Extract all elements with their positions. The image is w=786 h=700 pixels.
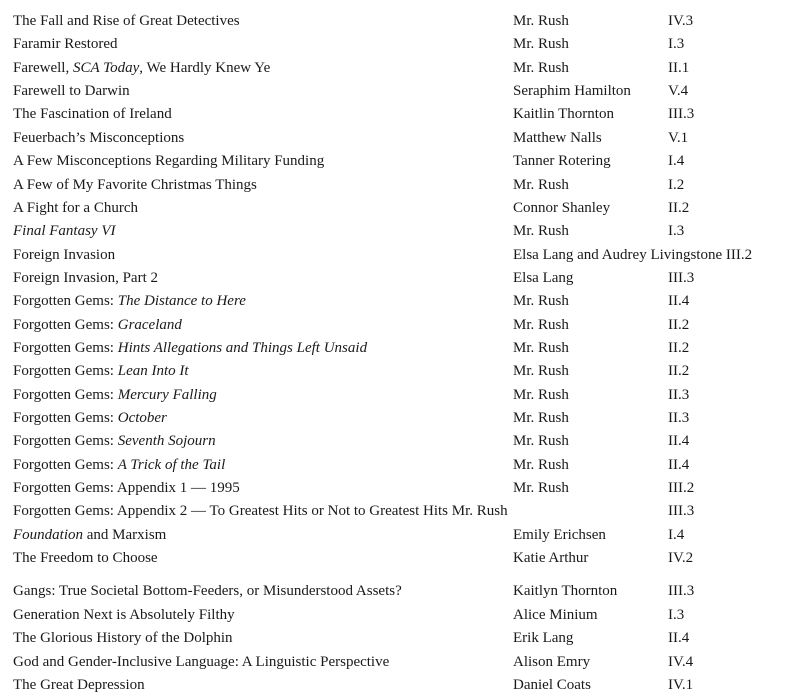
- entry-title-text: Forgotten Gems:: [13, 456, 118, 473]
- entry-title-text: Forgotten Gems:: [13, 339, 118, 356]
- entry-title-italic: Lean Into It: [117, 363, 189, 380]
- entry-issue: II.2: [668, 316, 690, 333]
- entry-title: [13, 197, 138, 219]
- entry-author: Mr. Rush: [513, 293, 569, 310]
- entry-issue: I.3: [668, 223, 685, 240]
- entry-issue: IV.3: [668, 13, 694, 29]
- entry-title-italic: Seventh Sojourn: [117, 433, 216, 450]
- entry-title-italic: Graceland: [117, 316, 182, 333]
- entry-title-text: Foreign Invasion: [13, 246, 116, 263]
- entry-title: [13, 547, 158, 569]
- index-row: [0, 407, 786, 429]
- entry-title-text: Forgotten Gems:: [13, 363, 118, 380]
- entry-title: [13, 220, 115, 242]
- entry-author: Mr. Rush: [513, 456, 569, 473]
- index-row: [0, 500, 786, 522]
- entry-title-text: A Fight for a Church: [13, 199, 138, 216]
- entry-author: Daniel Coats: [513, 676, 591, 693]
- entry-title: [13, 33, 118, 55]
- entry-issue: I.4: [668, 526, 685, 543]
- entry-title: [13, 384, 217, 406]
- entry-author: Elsa Lang: [513, 269, 574, 286]
- index-row: [0, 337, 786, 359]
- entry-title: [13, 127, 184, 149]
- index-row: [0, 57, 786, 79]
- index-row: [0, 674, 786, 696]
- entry-author: Mr. Rush: [513, 59, 569, 76]
- index-row: [0, 33, 786, 55]
- entry-author: Katie Arthur: [513, 550, 589, 567]
- entry-author: Mr. Rush: [513, 386, 569, 403]
- index-row: [0, 604, 786, 626]
- entry-title: [13, 651, 389, 673]
- entry-title: [13, 314, 182, 336]
- entry-title-text: Forgotten Gems: Appendix 1 — 1995: [13, 480, 240, 496]
- entry-title: [13, 477, 240, 499]
- index-row: [0, 477, 786, 499]
- entry-issue: II.4: [668, 630, 690, 647]
- index-row: [0, 267, 786, 289]
- entry-title-italic: Mercury Falling: [117, 386, 217, 403]
- entry-title: [13, 454, 225, 476]
- index-row: [0, 454, 786, 476]
- entry-title: [13, 407, 167, 429]
- entry-author: Mr. Rush: [513, 36, 569, 53]
- entry-author: Alice Minium: [513, 606, 598, 623]
- entry-author: Connor Shanley: [513, 199, 611, 216]
- entry-title-text: The Glorious History of the Dolphin: [13, 630, 233, 647]
- entry-issue: I.3: [668, 606, 685, 623]
- entry-issue: II.3: [668, 410, 690, 426]
- entry-title-text: A Few of My Favorite Christmas Things: [13, 176, 257, 193]
- entry-title-italic: Hints Allegations and Things Left Unsaid: [117, 339, 368, 356]
- entry-title-text: The Fascination of Ireland: [13, 106, 172, 123]
- entry-author: Mr. Rush: [513, 410, 569, 426]
- entry-issue: IV.4: [668, 653, 694, 670]
- index-row: [0, 150, 786, 172]
- entry-title: [13, 337, 367, 359]
- index-row: [0, 127, 786, 149]
- entry-title-text: Forgotten Gems:: [13, 410, 118, 426]
- entry-title-text: The Fall and Rise of Great Detectives: [13, 13, 240, 29]
- entry-title-italic: SCA Today: [72, 59, 140, 76]
- entry-title-text: Farewell to Darwin: [13, 83, 130, 100]
- index-row: [0, 430, 786, 452]
- entry-title: [13, 524, 166, 546]
- index-row: [0, 384, 786, 406]
- entry-issue: II.3: [668, 386, 690, 403]
- index-row: [0, 103, 786, 125]
- entry-author: Elsa Lang and Audrey Livingstone III.2: [513, 246, 753, 263]
- entry-title-text: Generation Next is Absolutely Filthy: [13, 606, 235, 623]
- index-row: [0, 197, 786, 219]
- entry-title: [13, 604, 235, 626]
- entry-title: [13, 244, 115, 266]
- entry-title-text: and Marxism: [83, 526, 167, 543]
- index-row: [0, 290, 786, 312]
- entry-author: Emily Erichsen: [513, 526, 606, 543]
- entry-title-text: The Freedom to Choose: [13, 550, 158, 567]
- index-row: [0, 651, 786, 673]
- entry-author: Seraphim Hamilton: [513, 83, 631, 100]
- entry-title-italic: A Trick of the Tail: [117, 456, 226, 473]
- entry-title: [13, 500, 508, 522]
- entry-author: Erik Lang: [513, 630, 574, 647]
- entry-title: [13, 57, 270, 79]
- entry-title: [13, 360, 189, 382]
- entry-title-text: Foreign Invasion, Part 2: [13, 269, 158, 286]
- entry-author: Kaitlyn Thornton: [513, 583, 618, 600]
- entry-author: Tanner Rotering: [513, 153, 611, 170]
- index-row: [0, 360, 786, 382]
- entry-title-text: Forgotten Gems:: [13, 433, 118, 450]
- entry-issue: III.3: [668, 269, 695, 286]
- entry-author: Mr. Rush: [513, 223, 569, 240]
- entry-issue: IV.2: [668, 550, 694, 567]
- entry-author: Kaitlin Thornton: [513, 106, 614, 123]
- entry-issue: V.4: [668, 83, 689, 100]
- entry-title: [13, 430, 216, 452]
- index-row: [0, 314, 786, 336]
- entry-title-text: Faramir Restored: [13, 36, 118, 53]
- entry-issue: I.3: [668, 36, 685, 53]
- entry-issue: II.2: [668, 339, 690, 356]
- entry-issue: II.1: [668, 59, 690, 76]
- entry-title-italic: The Distance to Here: [117, 293, 246, 310]
- entry-title: [13, 174, 257, 196]
- entry-issue: III.3: [668, 583, 695, 600]
- entry-title-text: Forgotten Gems: Appendix 2 — To Greatest Hits or Not to Greatest Hits Mr. Rush: [13, 503, 508, 520]
- entry-title-text: God and Gender-Inclusive Language: A Linguistic Perspective: [13, 653, 390, 670]
- entry-author: Matthew Nalls: [513, 129, 602, 146]
- entry-title-text: Gangs: True Societal Bottom-Feeders, or Misunderstood Assets?: [13, 583, 402, 600]
- entry-title-text: A Few Misconceptions Regarding Military Funding: [13, 153, 325, 170]
- entry-issue: III.3: [668, 106, 695, 123]
- index-row: [0, 80, 786, 102]
- entry-title-italic: Final Fantasy VI: [13, 223, 116, 240]
- entry-author: Mr. Rush: [513, 13, 569, 29]
- index-row: [0, 174, 786, 196]
- entry-issue: I.4: [668, 153, 685, 170]
- entry-issue: IV.1: [668, 676, 694, 693]
- entry-title-text: Farewell,: [13, 59, 73, 76]
- entry-issue: II.4: [668, 433, 690, 450]
- entry-title: [13, 674, 145, 696]
- entry-author: Mr. Rush: [513, 316, 569, 333]
- entry-title: [13, 103, 172, 125]
- index-row: [0, 244, 786, 266]
- entry-title-italic: October: [117, 410, 167, 426]
- index-row: [0, 220, 786, 242]
- entry-title: [13, 150, 324, 172]
- entry-title-text: Forgotten Gems:: [13, 386, 118, 403]
- entry-title-text: Forgotten Gems:: [13, 293, 118, 310]
- entry-title: [13, 627, 233, 649]
- entry-title: [13, 290, 246, 312]
- entry-title-text: , We Hardly Knew Ye: [139, 59, 271, 76]
- entry-issue: III.2: [668, 480, 695, 496]
- entry-issue: I.2: [668, 176, 685, 193]
- entry-author: Mr. Rush: [513, 176, 569, 193]
- entry-issue: II.4: [668, 456, 690, 473]
- entry-issue: III.3: [668, 503, 695, 520]
- entry-issue: V.1: [668, 129, 689, 146]
- index-row: [0, 580, 786, 602]
- entry-author: Alison Emry: [513, 653, 591, 670]
- entry-title-text: Forgotten Gems:: [13, 316, 118, 333]
- entry-author: Mr. Rush: [513, 480, 569, 496]
- entry-author: Mr. Rush: [513, 433, 569, 450]
- entry-title: [13, 80, 130, 102]
- index-row: [0, 627, 786, 649]
- entry-title-italic: Foundation: [13, 526, 83, 543]
- index-row: [0, 547, 786, 569]
- entry-title: [13, 267, 158, 289]
- index-row: [0, 524, 786, 546]
- entry-title-text: Feuerbach’s Misconceptions: [13, 129, 185, 146]
- entry-issue: II.2: [668, 199, 690, 216]
- entry-issue: II.4: [668, 293, 690, 310]
- entry-author: Mr. Rush: [513, 363, 569, 380]
- entry-issue: II.2: [668, 363, 690, 380]
- entry-title: [13, 580, 402, 602]
- entry-title: [13, 10, 240, 32]
- entry-author: Mr. Rush: [513, 339, 569, 356]
- entry-title-text: The Great Depression: [13, 676, 145, 693]
- index-row: [0, 10, 786, 32]
